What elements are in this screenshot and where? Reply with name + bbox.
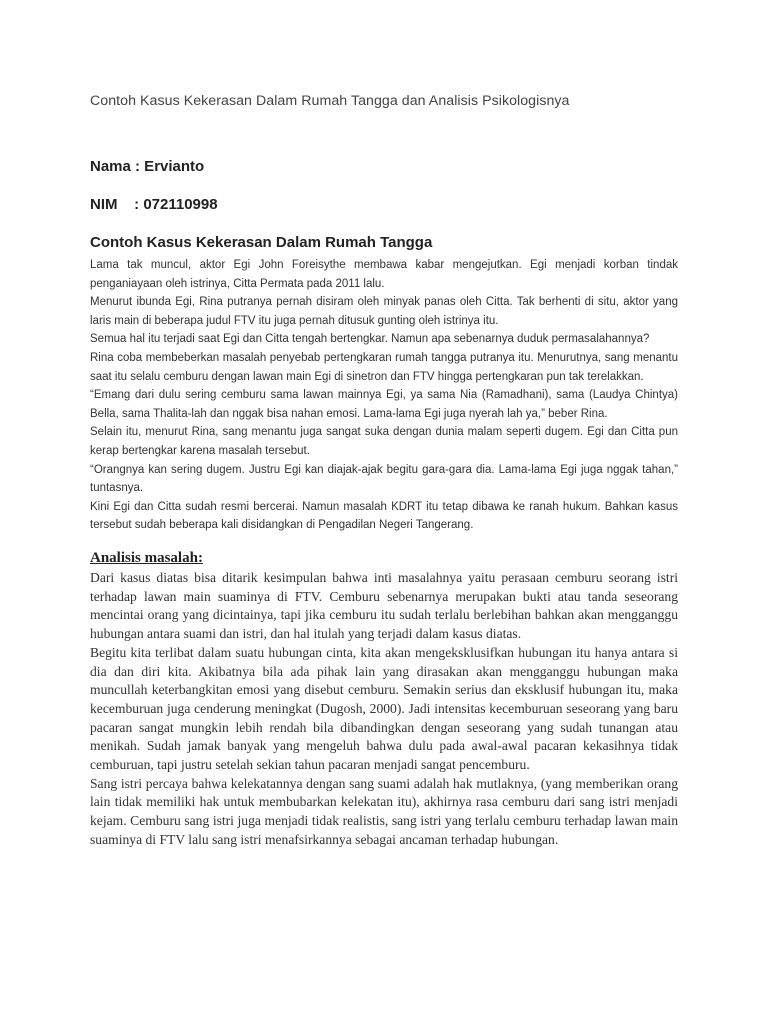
case-text <box>90 256 678 535</box>
analysis-paragraph: Sang istri percaya bahwa kelekatannya dengan sang suami adalah hak mutlaknya, (yang memberikan orang lain tidak memiliki hak untuk membubarkan kelekatan itu), akhirnya rasa cemburu dari sang istri menjadi kejam. Cemburu sang istri juga menjadi tidak realistis, sang istri yang terlalu cemburu terhadap lawan main suaminya di FTV lalu sang istri menafsirkannya sebagai ancaman terhadap hubungan. <box>90 775 678 847</box>
case-paragraph: Selain itu, menurut Rina, sang menantu juga sangat suka dengan dunia malam seperti dugem. Egi dan Citta pun kerap bertengkar karena masalah tersebut. <box>90 426 678 457</box>
case-paragraph: Kini Egi dan Citta sudah resmi bercerai. Namun masalah KDRT itu tetap dibawa ke ranah hukum. Bahkan kasus tersebut sudah beberapa kali disidangkan di Pengadilan Negeri Tangerang. <box>90 500 678 532</box>
analysis-heading: Analisis masalah: <box>90 550 203 566</box>
case-paragraph: Rina coba membeberkan masalah penyebab pertengkaran rumah tangga putranya itu. Menurutnya, sang menantu saat itu selalu cemburu dengan lawan main Egi di sinetron dan FTV hingga pertengkaran pun tak terelakkan. <box>90 351 678 383</box>
document-title: Contoh Kasus Kekerasan Dalam Rumah Tangga dan Analisis Psikologisnya <box>90 93 570 109</box>
analysis-paragraph: Dari kasus diatas bisa ditarik kesimpulan bahwa inti masalahnya yaitu perasaan cemburu seorang istri terhadap lawan main suaminya di FTV. Cemburu sebenarnya merupakan bukti atau tanda seseorang mencintai orang yang dicintainya, tapi jika cemburu itu sudah terlalu berlebihan bahkan akan mengganggu hubungan antara suami dan istri, dan hal itulah yang terjadi dalam kasus diatas. <box>90 570 678 642</box>
analysis-text <box>90 569 678 850</box>
nama-line: Nama : Ervianto <box>90 158 205 175</box>
case-paragraph: “Orangnya kan sering dugem. Justru Egi kan diajak-ajak begitu gara-gara dia. Lama-lama Egi juga nggak tahan,” tuntasnya. <box>90 463 678 495</box>
case-paragraph: Lama tak muncul, aktor Egi John Foreisythe membawa kabar mengejutkan. Egi menjadi korban tindak penganiayaan oleh istrinya, Citta Permata pada 2011 lalu. <box>90 259 678 290</box>
section-heading: Contoh Kasus Kekerasan Dalam Rumah Tangga <box>90 234 433 251</box>
nim-line: NIM : 072110998 <box>90 196 218 213</box>
case-paragraph: Menurut ibunda Egi, Rina putranya pernah disiram oleh minyak panas oleh Citta. Tak berhenti di situ, aktor yang laris main di beberapa judul FTV itu juga pernah ditusuk gunting oleh istrinya itu. <box>90 296 678 327</box>
case-paragraph: “Emang dari dulu sering cemburu sama lawan mainnya Egi, ya sama Nia (Ramadhani), sama (Laudya Chintya) Bella, sama Thalita-lah dan nggak bisa nahan emosi. Lama-lama Egi juga nyerah lah ya,” beber Rina. <box>90 389 678 420</box>
analysis-paragraph: Begitu kita terlibat dalam suatu hubungan cinta, kita akan mengeksklusifkan hubungan itu hanya antara si dia dan diri kita. Akibatnya bila ada pihak lain yang dirasakan akan mengganggu hubungan maka muncullah keterbangkitan emosi yang disebut cemburu. Semakin serius dan eksklusif hubungan itu, maka kecemburuan juga cenderung meningkat (Dugosh, 2000). Jadi intensitas kecemburuan seseorang yang baru pacaran sangat mungkin lebih rendah bila dibandingkan dengan seseorang yang sudah tunangan atau menikah. Sudah jamak banyak yang mengeluh bahwa dulu pada awal-awal pacaran kekasihnya tidak cemburuan, tapi justru setelah sekian tahun pacaran menjadi sangat pencemburu. <box>90 644 678 773</box>
case-paragraph: Semua hal itu terjadi saat Egi dan Citta tengah bertengkar. Namun apa sebenarnya duduk permasalahannya? <box>90 333 650 346</box>
